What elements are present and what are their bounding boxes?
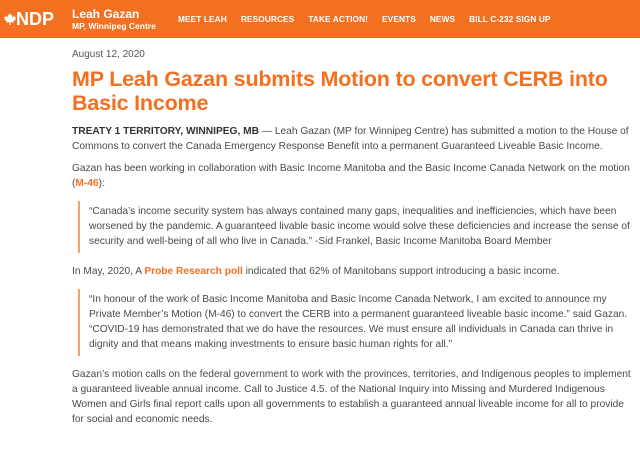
article-date: August 12, 2020 — [72, 49, 145, 60]
article-title: MP Leah Gazan submits Motion to convert CERB into Basic Income — [72, 67, 608, 115]
maple-leaf-icon — [4, 13, 16, 25]
paragraph-poll-end: indicated that 62% of Manitobans support introducing a basic income. — [242, 266, 560, 277]
quote-sid-frankel — [78, 201, 632, 253]
paragraph-collaboration-text: Gazan has been working in collaboration with Basic Income Manitoba and the Basic Income Canada Network on the motion ( — [72, 163, 630, 189]
paragraph-collaboration-end: ): — [98, 178, 105, 189]
paragraph-poll-text: In May, 2020, A — [72, 266, 145, 277]
nav-item-events[interactable]: EVENTS — [382, 14, 416, 24]
dateline: TREATY 1 TERRITORY, WINNIPEG, MB — [72, 126, 259, 137]
logo-text: NDP — [16, 8, 55, 29]
quote-sid-frankel-text: “Canada’s income security system has always contained many gaps, inequalities and inefficiencies, which have been worsened by the pandemic. A guaranteed livable basic income would solve these deficiencies and increase the sense of security and well-being of all who live in Canada.” -Sid Frankel, Basic Income Manitoba Board Member — [89, 206, 630, 247]
nav-item-resources[interactable]: RESOURCES — [240, 14, 295, 24]
nav-item-news[interactable]: NEWS — [429, 14, 456, 24]
nav-item-meet-leah[interactable]: MEET LEAH — [178, 14, 227, 24]
brand-riding: MP, Winnipeg Centre — [72, 20, 156, 31]
probe-research-poll-link[interactable]: Probe Research poll — [144, 266, 243, 277]
brand-name: Leah Gazan — [72, 6, 140, 21]
nav-item-take-action[interactable]: TAKE ACTION! — [308, 14, 369, 24]
paragraph-poll — [72, 264, 632, 279]
site-brand[interactable] — [72, 8, 168, 31]
ndp-logo[interactable] — [4, 9, 62, 30]
paragraph-collaboration — [72, 161, 632, 191]
paragraph-intro — [72, 124, 632, 154]
article — [72, 38, 632, 427]
nav-item-bill-c232-sign-up[interactable]: BILL C-232 SIGN UP — [469, 14, 551, 24]
paragraph-motion: Gazan’s motion calls on the federal government to work with the provinces, territories, and Indigenous peoples to implement a guaranteed liveable annual income. Call to Justice 4.5. of the National Inquiry into Missing and Murdered Indigenous Women and Girls final report calls upon all governments to establish a guaranteed annual liveable income for all to provide for social and economic needs. — [72, 369, 631, 425]
motion-m46-link[interactable]: M-46 — [75, 178, 99, 189]
paragraph-intro-text: — Leah Gazan (MP for Winnipeg Centre) has submitted a motion to the House of Commons to convert the Canada Emergency Response Benefit into a permanent Guaranteed Liveable Basic Income. — [72, 126, 629, 152]
main-nav — [178, 14, 565, 24]
quote-gazan — [78, 289, 632, 356]
top-navigation-bar — [0, 0, 640, 38]
quote-gazan-text: “In honour of the work of Basic Income Manitoba and Basic Income Canada Network, I am excited to announce my Private Member’s Motion (M-46) to convert the CERB into a permanent guaranteed liveable basic income.” said Gazan. “COVID-19 has demonstrated that we do have the resources. We must ensure all individuals in Canada can thrive in dignity and that means making investments to ensure basic human rights for all.” — [89, 294, 628, 350]
